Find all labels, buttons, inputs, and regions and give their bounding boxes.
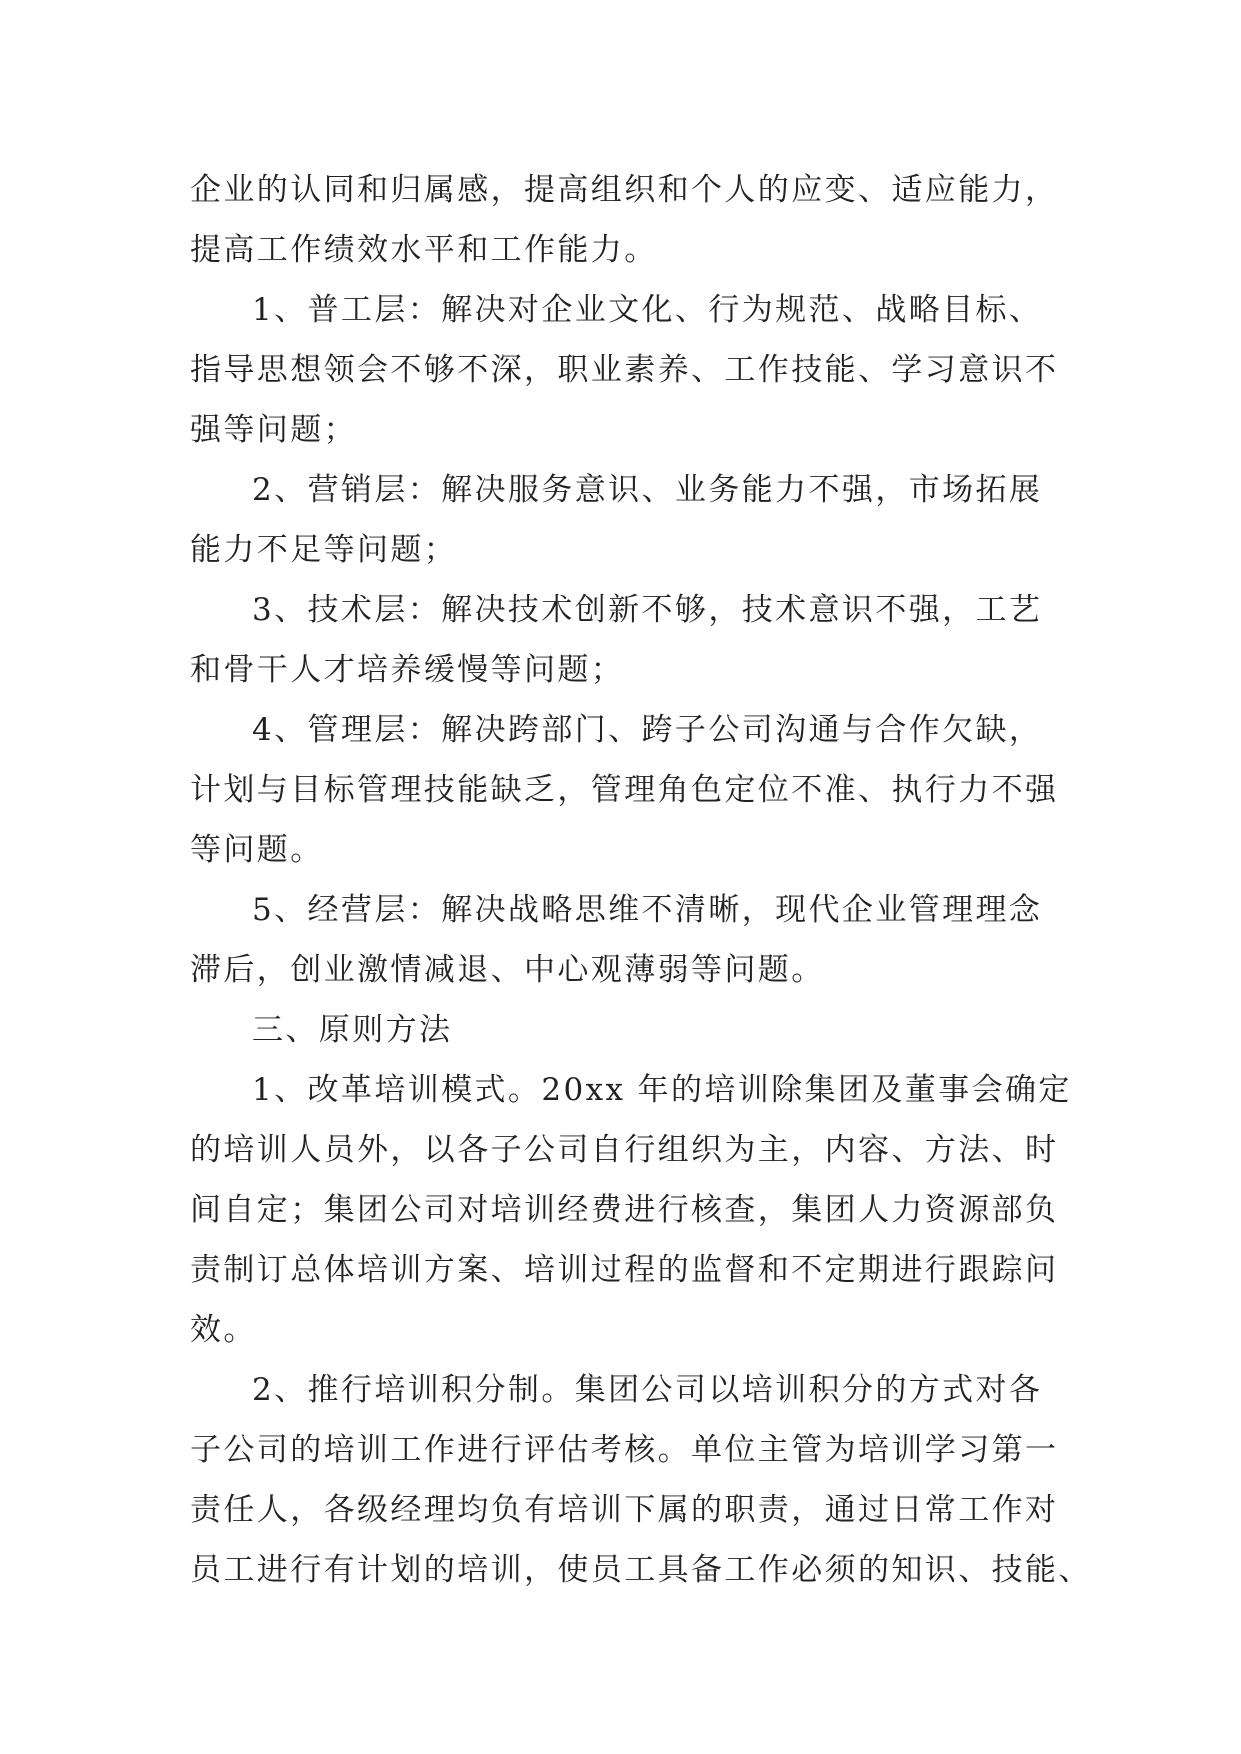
text-line: 间自定；集团公司对培训经费进行核查，集团人力资源部负: [190, 1192, 1059, 1228]
text-line: 员工进行有计划的培训，使员工具备工作必须的知识、技能、: [190, 1552, 1092, 1588]
paragraph-intro: [190, 160, 1059, 280]
paragraph-item-3: [190, 580, 1052, 700]
paragraph-item-2: [190, 460, 1052, 580]
text-line: 1、普工层：解决对企业文化、行为规范、战略目标、: [252, 292, 1043, 328]
text-line: 指导思想领会不够不深，职业素养、工作技能、学习意识不: [190, 352, 1059, 388]
text-line: 提高工作绩效水平和工作能力。: [190, 232, 658, 268]
text-line: 能力不足等问题；: [190, 532, 458, 568]
paragraph-item-5: [190, 880, 1052, 1000]
text-line: 4、管理层：解决跨部门、跨子公司沟通与合作欠缺，: [252, 712, 1043, 748]
text-line: 2、营销层：解决服务意识、业务能力不强，市场拓展: [252, 472, 1043, 508]
text-line: 强等问题；: [190, 412, 357, 448]
text-line: 5、经营层：解决战略思维不清晰，现代企业管理理念: [252, 892, 1043, 928]
text-line: 1、改革培训模式。20xx 年的培训除集团及董事会确定: [252, 1072, 1072, 1108]
text-line: 3、技术层：解决技术创新不够，技术意识不强，工艺: [252, 592, 1043, 628]
text-line: 责制订总体培训方案、培训过程的监督和不定期进行跟踪问: [190, 1252, 1059, 1288]
paragraph-item-4: [190, 700, 1059, 880]
text-line: 和骨干人才培养缓慢等问题；: [190, 652, 625, 688]
text-line: 计划与目标管理技能缺乏，管理角色定位不准、执行力不强: [190, 772, 1059, 808]
text-line: 责任人，各级经理均负有培训下属的职责，通过日常工作对: [190, 1492, 1059, 1528]
text-line: 等问题。: [190, 832, 324, 868]
paragraph-item-1: [190, 280, 1059, 460]
section-heading: [190, 1000, 1052, 1060]
text-line: 企业的认同和归属感，提高组织和个人的应变、适应能力，: [190, 172, 1059, 208]
text-line: 滞后，创业激情减退、中心观薄弱等问题。: [190, 952, 825, 988]
section-heading-text: 三、原则方法: [252, 1012, 453, 1048]
text-line: 效。: [190, 1312, 257, 1348]
paragraph-principle-2: [190, 1360, 1092, 1600]
paragraph-principle-1: [190, 1060, 1072, 1360]
text-line: 的培训人员外，以各子公司自行组织为主，内容、方法、时: [190, 1132, 1059, 1168]
text-line: 子公司的培训工作进行评估考核。单位主管为培训学习第一: [190, 1432, 1059, 1468]
text-line: 2、推行培训积分制。集团公司以培训积分的方式对各: [252, 1372, 1043, 1408]
document-body: [190, 160, 1092, 1600]
